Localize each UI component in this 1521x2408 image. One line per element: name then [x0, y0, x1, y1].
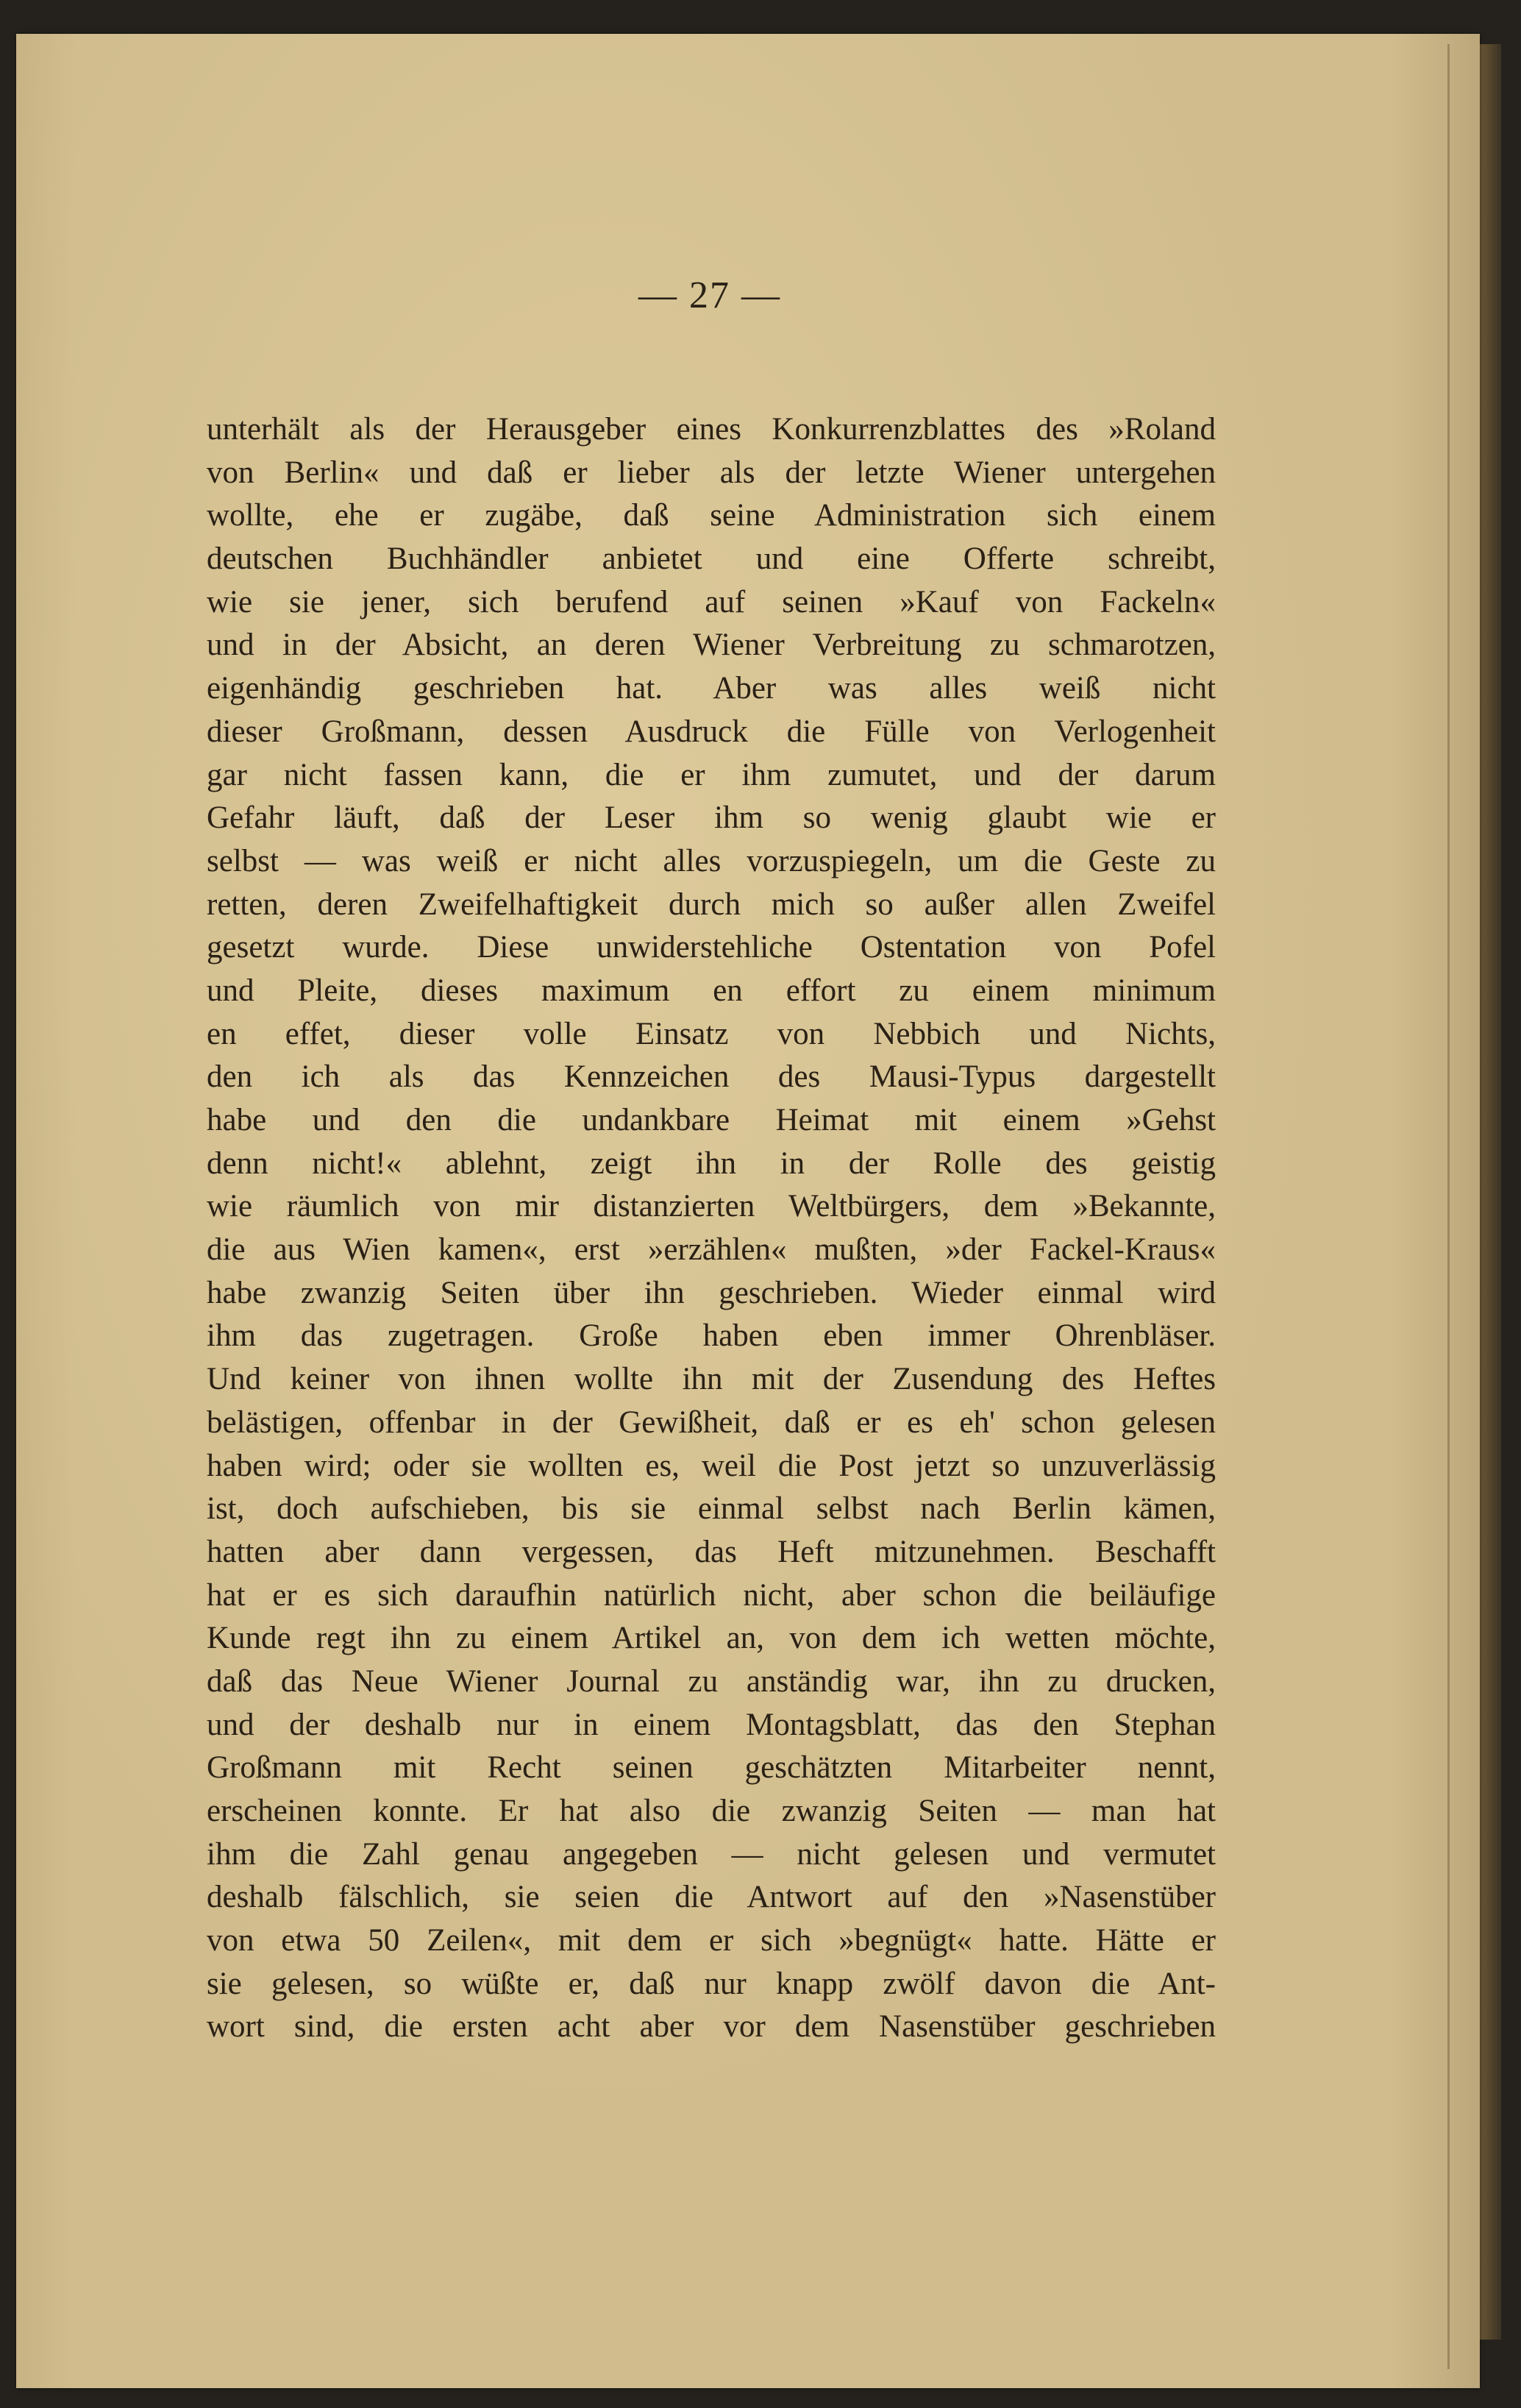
text-line: und in der Absicht, an deren Wiener Verbreitung zu schmarotzen,: [207, 628, 1216, 663]
text-line: und der deshalb nur in einem Montagsblatt, das den Stephan: [207, 1707, 1216, 1742]
text-line: wie sie jener, sich berufend auf seinen »Kauf von Fackeln«: [207, 584, 1216, 619]
text-line: ist, doch aufschieben, bis sie einmal selbst nach Berlin kämen,: [207, 1491, 1216, 1527]
text-line: deshalb fälschlich, sie seien die Antwort auf den »Nasenstüber: [207, 1880, 1216, 1915]
text-line: wie räumlich von mir distanzierten Weltbürgers, dem »Bekannte,: [207, 1189, 1216, 1224]
text-line: erscheinen konnte. Er hat also die zwanzig Seiten — man hat: [207, 1794, 1216, 1828]
page-number: — 27 —: [638, 274, 781, 316]
text-line: von Berlin« und daß er lieber als der letzte Wiener untergehen: [207, 455, 1216, 490]
page-gutter: [1447, 44, 1450, 2369]
text-line: die aus Wien kamen«, erst »erzählen« mußten, »der Fackel-Kraus«: [207, 1232, 1216, 1268]
text-line: hatten aber dann vergessen, das Heft mitzunehmen. Beschafft: [207, 1534, 1216, 1569]
text-line: en effet, dieser volle Einsatz von Nebbich und Nichts,: [207, 1016, 1216, 1051]
text-line: und Pleite, dieses maximum en effort zu einem minimum: [207, 973, 1216, 1008]
text-line: haben wird; oder sie wollten es, weil die Post jetzt so unzuverlässig: [207, 1448, 1216, 1483]
text-line: deutschen Buchhändler anbietet und eine Offerte schreibt,: [207, 541, 1216, 577]
text-line: Und keiner von ihnen wollte ihn mit der Zusendung des Heftes: [207, 1362, 1216, 1397]
text-line: gar nicht fassen kann, die er ihm zumutet, und der darum: [207, 757, 1216, 792]
text-line: retten, deren Zweifelhaftigkeit durch mich so außer allen Zweifel: [207, 887, 1216, 922]
text-line: selbst — was weiß er nicht alles vorzuspiegeln, um die Geste zu: [207, 843, 1216, 878]
text-line: eigenhändig geschrieben hat. Aber was alles weiß nicht: [207, 671, 1216, 706]
text-line: ihm das zugetragen. Große haben eben immer Ohrenbläser.: [207, 1318, 1216, 1354]
body-text: [207, 408, 1216, 2049]
text-line: denn nicht!« ablehnt, zeigt ihn in der Rolle des geistig: [207, 1146, 1216, 1181]
text-line: Gefahr läuft, daß der Leser ihm so wenig glaubt wie er: [207, 800, 1216, 836]
text-line: von etwa 50 Zeilen«, mit dem er sich »begnügt« hatte. Hätte er: [207, 1923, 1216, 1958]
text-line: unterhält als der Herausgeber eines Konkurrenzblattes des »Roland: [207, 412, 1216, 447]
text-line: habe und den die undankbare Heimat mit einem »Gehst: [207, 1103, 1216, 1137]
text-line: hat er es sich daraufhin natürlich nicht, aber schon die beiläufige: [207, 1577, 1216, 1613]
text-line: belästigen, offenbar in der Gewißheit, daß er es eh' schon gelesen: [207, 1404, 1216, 1440]
text-line: Großmann mit Recht seinen geschätzten Mitarbeiter nennt,: [207, 1750, 1216, 1786]
text-line: den ich als das Kennzeichen des Mausi-Typus dargestellt: [207, 1059, 1216, 1095]
text-line: wort sind, die ersten acht aber vor dem Nasenstüber geschrieben: [207, 2009, 1216, 2045]
text-line: gesetzt wurde. Diese unwiderstehliche Ostentation von Pofel: [207, 930, 1216, 965]
text-line: Kunde regt ihn zu einem Artikel an, von dem ich wetten möchte,: [207, 1621, 1216, 1656]
text-line: dieser Großmann, dessen Ausdruck die Fülle von Verlogenheit: [207, 714, 1216, 749]
text-line: wollte, ehe er zugäbe, daß seine Administration sich einem: [207, 498, 1216, 533]
book-spine-shadow: [1479, 44, 1501, 2340]
text-line: daß das Neue Wiener Journal zu anständig war, ihn zu drucken,: [207, 1663, 1216, 1699]
text-line: habe zwanzig Seiten über ihn geschrieben. Wieder einmal wird: [207, 1275, 1216, 1310]
text-line: sie gelesen, so wüßte er, daß nur knapp zwölf davon die Ant-: [207, 1966, 1216, 2001]
text-line: ihm die Zahl genau angegeben — nicht gelesen und vermutet: [207, 1836, 1216, 1872]
